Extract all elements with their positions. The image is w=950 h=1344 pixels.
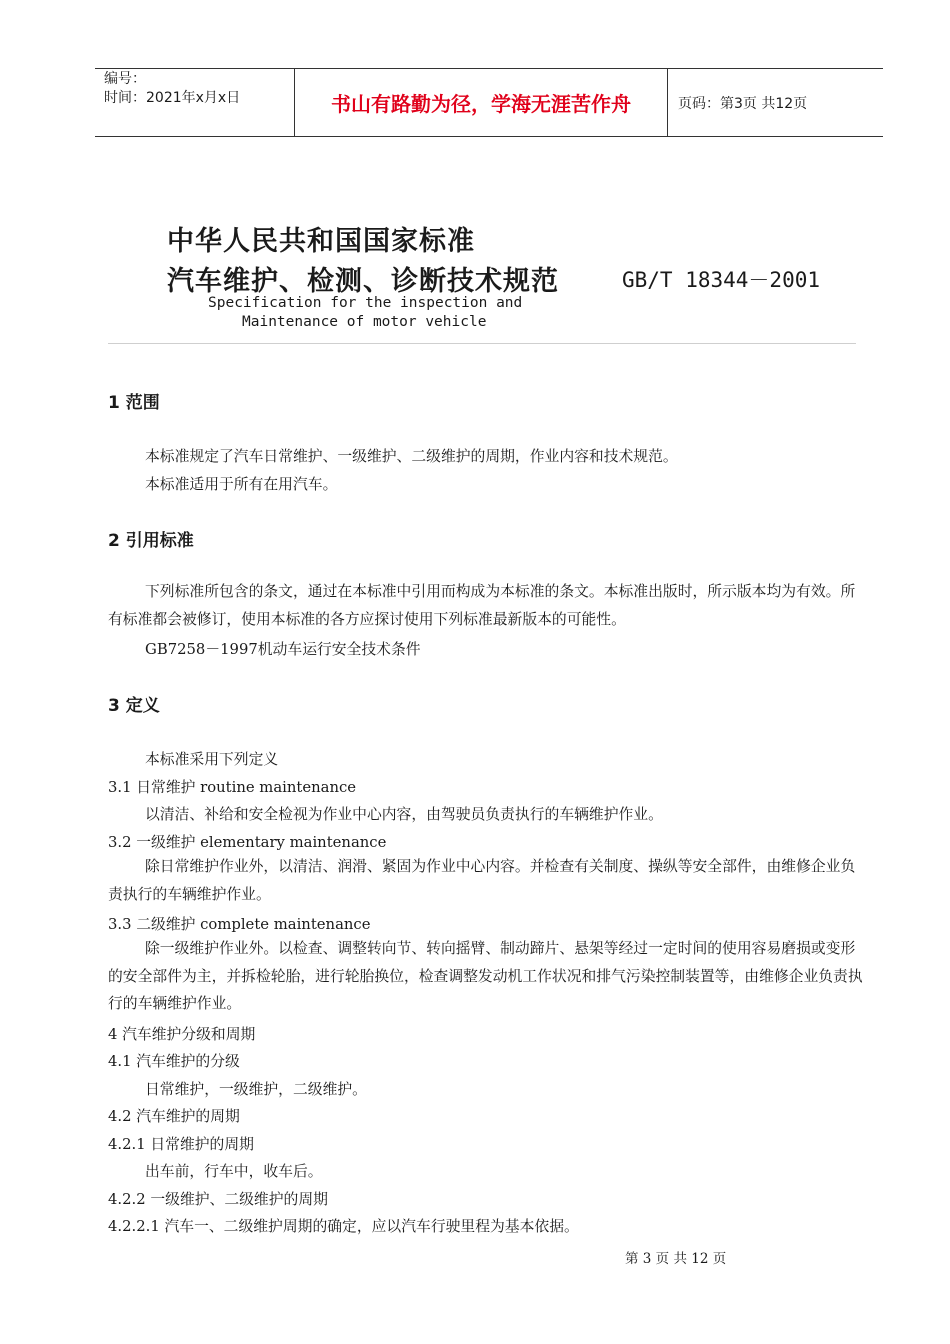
section-4-2-1-title: 4.2.1 日常维护的周期 bbox=[108, 1136, 254, 1153]
header-page-label: 页码：第3页 共12页 bbox=[678, 95, 808, 112]
section-4-2-2-title: 4.2.2 一级维护、二级维护的周期 bbox=[108, 1191, 328, 1208]
def-3-1-title: 3.1 日常维护 routine maintenance bbox=[108, 779, 357, 796]
title-divider bbox=[108, 343, 856, 344]
def-3-2-text: 除日常维护作业外，以清洁、润滑、紧固为作业中心内容。并检查有关制度、操纵等安全部件，由维修企业负责执行的车辆维护作业。 bbox=[108, 858, 856, 903]
section-4-1-title: 4.1 汽车维护的分级 bbox=[108, 1053, 240, 1070]
section-1-p1: 本标准规定了汽车日常维护、一级维护、二级维护的周期，作业内容和技术规范。 bbox=[145, 448, 678, 465]
section-1-p2: 本标准适用于所有在用汽车。 bbox=[145, 476, 338, 493]
page-footer: 第 3 页 共 12 页 bbox=[625, 1251, 727, 1267]
section-2-p1: 下列标准所包含的条文，通过在本标准中引用而构成为本标准的条文。本标准出版时，所示版本均为有效。所有标准都会被修订，使用本标准的各方应探讨使用下列标准最新版本的可能性。 bbox=[108, 583, 856, 628]
standard-number: GB/T 18344－2001 bbox=[622, 268, 821, 292]
section-4-2-2-1-text: 4.2.2.1 汽车一、二级维护周期的确定，应以汽车行驶里程为基本依据。 bbox=[108, 1218, 579, 1235]
english-title-line2: Maintenance of motor vehicle bbox=[242, 314, 487, 330]
doc-title-line1: 中华人民共和国国家标准 bbox=[167, 226, 475, 257]
english-title-line1: Specification for the inspection and bbox=[208, 295, 523, 311]
section-4-heading: 4 汽车维护分级和周期 bbox=[108, 1026, 256, 1043]
def-3-1-text: 以清洁、补给和安全检视为作业中心内容，由驾驶员负责执行的车辆维护作业。 bbox=[145, 806, 663, 823]
section-4-2-title: 4.2 汽车维护的周期 bbox=[108, 1108, 240, 1125]
section-4-1-text: 日常维护，一级维护，二级维护。 bbox=[145, 1081, 367, 1098]
header-meta bbox=[95, 69, 294, 136]
def-3-3-title: 3.3 二级维护 complete maintenance bbox=[108, 916, 371, 933]
section-2-p2: GB7258－1997机动车运行安全技术条件 bbox=[145, 641, 421, 658]
section-4-2-1-text: 出车前，行车中，收车后。 bbox=[145, 1163, 323, 1180]
header-motto: 书山有路勤为径，学海无涯苦作舟 bbox=[294, 69, 668, 136]
section-3-heading: 3 定义 bbox=[108, 696, 160, 716]
doc-title-line2: 汽车维护、检测、诊断技术规范 bbox=[167, 266, 559, 297]
section-1-heading: 1 范围 bbox=[108, 393, 160, 413]
section-3-intro: 本标准采用下列定义 bbox=[145, 751, 279, 768]
time-label: 时间：2021年x月x日 bbox=[104, 90, 241, 106]
page-header bbox=[95, 68, 883, 137]
def-3-2-title: 3.2 一级维护 elementary maintenance bbox=[108, 834, 387, 851]
section-2-heading: 2 引用标准 bbox=[108, 531, 194, 551]
def-3-3-text: 除一级维护作业外。以检查、调整转向节、转向摇臂、制动蹄片、悬架等经过一定时间的使用容易磨损或变形的安全部件为主，并拆检轮胎，进行轮胎换位，检查调整发动机工作状况和排气污染控制装置等，由维修企业负责执行的车辆维护作业。 bbox=[108, 940, 863, 1012]
number-label: 编号： bbox=[104, 71, 146, 87]
